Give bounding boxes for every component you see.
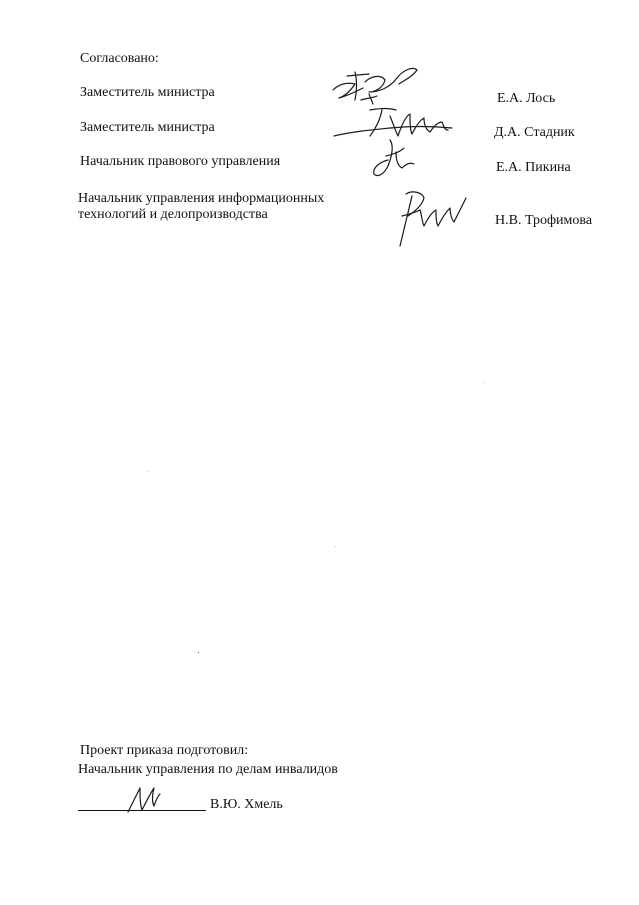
prepared-line-2: Начальник управления по делам инвалидов <box>78 762 338 777</box>
scan-speck <box>198 652 199 653</box>
approver-name-1: Е.А. Лось <box>497 91 556 106</box>
approval-heading: Согласовано: <box>80 51 159 66</box>
approver-name-2: Д.А. Стадник <box>494 125 575 140</box>
signature-khmel <box>124 782 164 816</box>
approver-title-2: Заместитель министра <box>80 120 215 135</box>
approver-title-1: Заместитель министра <box>80 85 215 100</box>
signature-trofimova <box>392 186 472 252</box>
approver-title-4b: технологий и делопроизводства <box>78 207 268 222</box>
approver-name-3: Е.А. Пикина <box>496 160 571 175</box>
approver-title-4a: Начальник управления информационных <box>78 191 325 206</box>
prepared-line-1: Проект приказа подготовил: <box>80 743 249 758</box>
scan-speck <box>335 546 336 547</box>
approver-name-4: Н.В. Трофимова <box>495 213 593 228</box>
scan-speck <box>483 382 484 383</box>
signature-pikina <box>370 136 420 182</box>
prepared-name: В.Ю. Хмель <box>210 797 283 812</box>
approver-title-3: Начальник правового управления <box>80 154 281 169</box>
scan-speck <box>148 471 149 472</box>
